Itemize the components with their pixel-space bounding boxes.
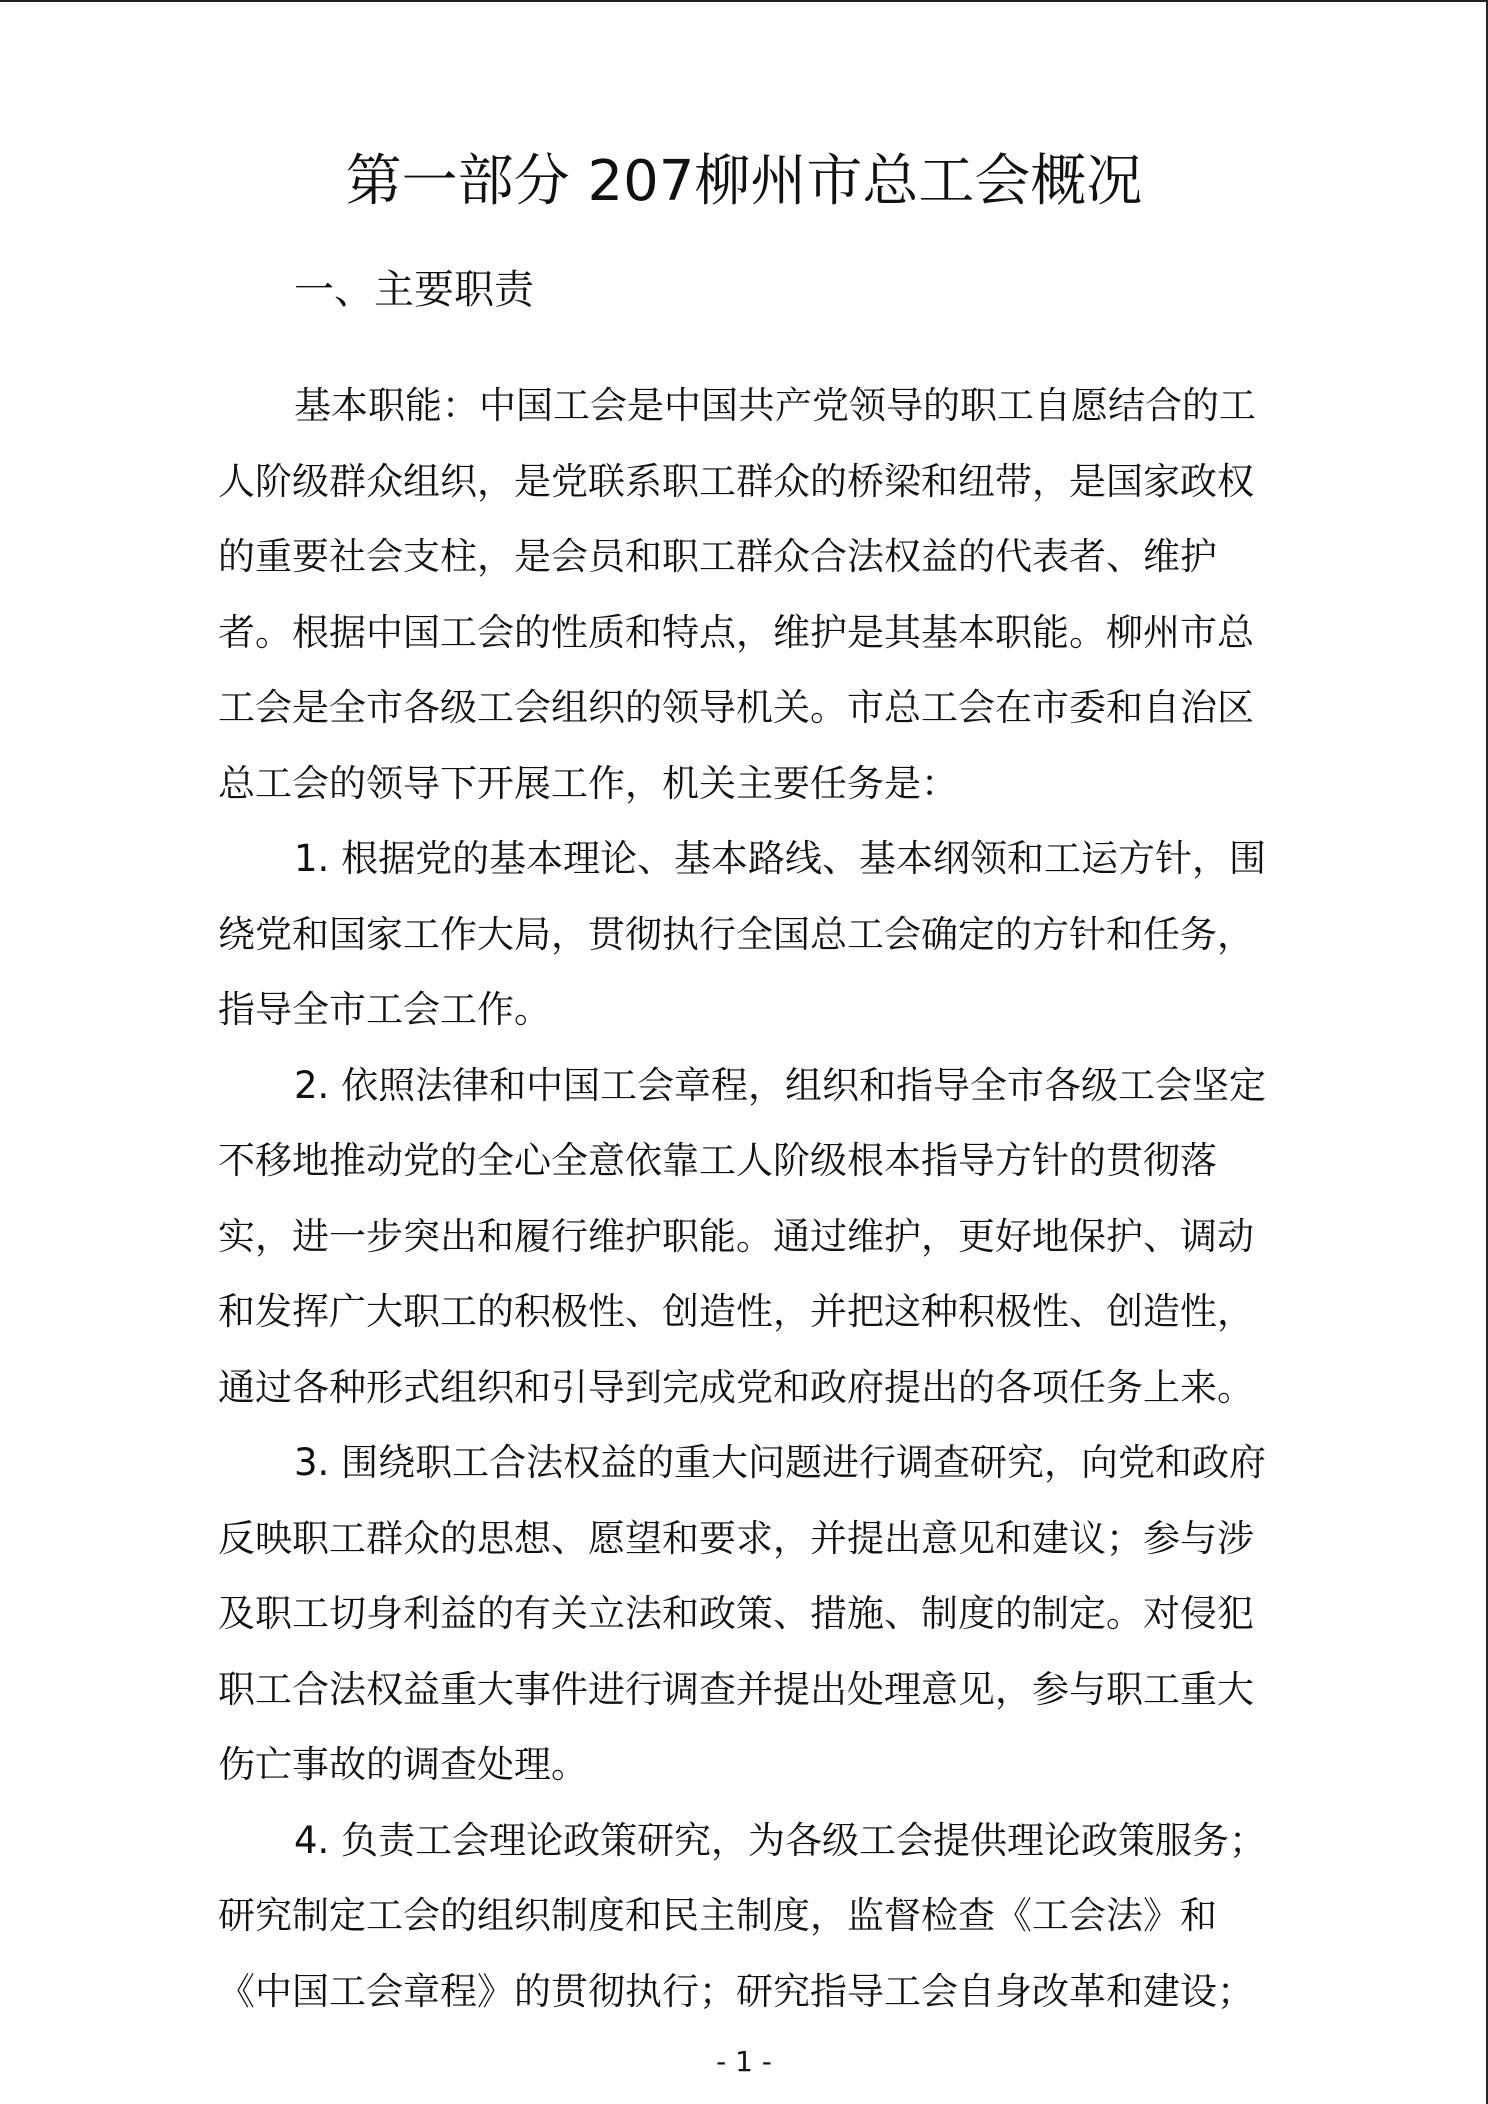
paragraph-line: 通过各种形式组织和引导到完成党和政府提出的各项任务上来。 bbox=[218, 1365, 1254, 1409]
paragraph-line: 研究制定工会的组织制度和民主制度，监督检查《工会法》和 bbox=[218, 1894, 1217, 1937]
paragraph-line: 伤亡事故的调查处理。 bbox=[218, 1743, 588, 1786]
paragraph-line: 职工合法权益重大事件进行调查并提出处理意见，参与职工重大 bbox=[218, 1667, 1254, 1711]
paragraph-line: 4. 负责工会理论政策研究，为各级工会提供理论政策服务； bbox=[294, 1818, 1267, 1862]
paragraph-line: 指导全市工会工作。 bbox=[218, 988, 551, 1031]
paragraph-line: 绕党和国家工作大局，贯彻执行全国总工会确定的方针和任务， bbox=[218, 912, 1254, 956]
paragraph-line: 基本职能：中国工会是中国共产党领导的职工自愿结合的工 bbox=[294, 384, 1256, 427]
paragraph-line: 的重要社会支柱，是会员和职工群众合法权益的代表者、维护 bbox=[218, 535, 1217, 578]
body-text bbox=[218, 368, 1284, 2029]
paragraph-line: 和发挥广大职工的积极性、创造性，并把这种积极性、创造性， bbox=[218, 1290, 1254, 1333]
paragraph-line: 反映职工群众的思想、愿望和要求，并提出意见和建议；参与涉 bbox=[218, 1516, 1254, 1560]
page-number: - 1 - bbox=[716, 2045, 772, 2078]
paragraph-line: 不移地推动党的全心全意依靠工人阶级根本指导方针的贯彻落 bbox=[218, 1139, 1217, 1182]
section-heading: 一、主要职责 bbox=[294, 267, 534, 313]
paragraph-line: 实，进一步突出和履行维护职能。通过维护，更好地保护、调动 bbox=[218, 1214, 1254, 1258]
page-title: 第一部分 207柳州市总工会概况 bbox=[345, 149, 1143, 214]
paragraph-line: 1. 根据党的基本理论、基本路线、基本纲领和工运方针，围 bbox=[294, 837, 1267, 880]
paragraph-line: 3. 围绕职工合法权益的重大问题进行调查研究，向党和政府 bbox=[294, 1441, 1267, 1484]
paragraph-line: 总工会的领导下开展工作，机关主要任务是： bbox=[218, 761, 958, 805]
paragraph-line: 2. 依照法律和中国工会章程，组织和指导全市各级工会坚定 bbox=[294, 1063, 1267, 1107]
paragraph-line: 工会是全市各级工会组织的领导机关。市总工会在市委和自治区 bbox=[218, 686, 1254, 729]
paragraph-line: 人阶级群众组织，是党联系职工群众的桥梁和纽带，是国家政权 bbox=[218, 459, 1254, 503]
top-border-line bbox=[0, 0, 1488, 2]
paragraph-line: 者。根据中国工会的性质和特点，维护是其基本职能。柳州市总 bbox=[218, 610, 1254, 654]
paragraph-line: 《中国工会章程》的贯彻执行；研究指导工会自身改革和建设； bbox=[218, 1969, 1254, 2013]
paragraph-line: 及职工切身利益的有关立法和政策、措施、制度的制定。对侵犯 bbox=[218, 1592, 1254, 1635]
